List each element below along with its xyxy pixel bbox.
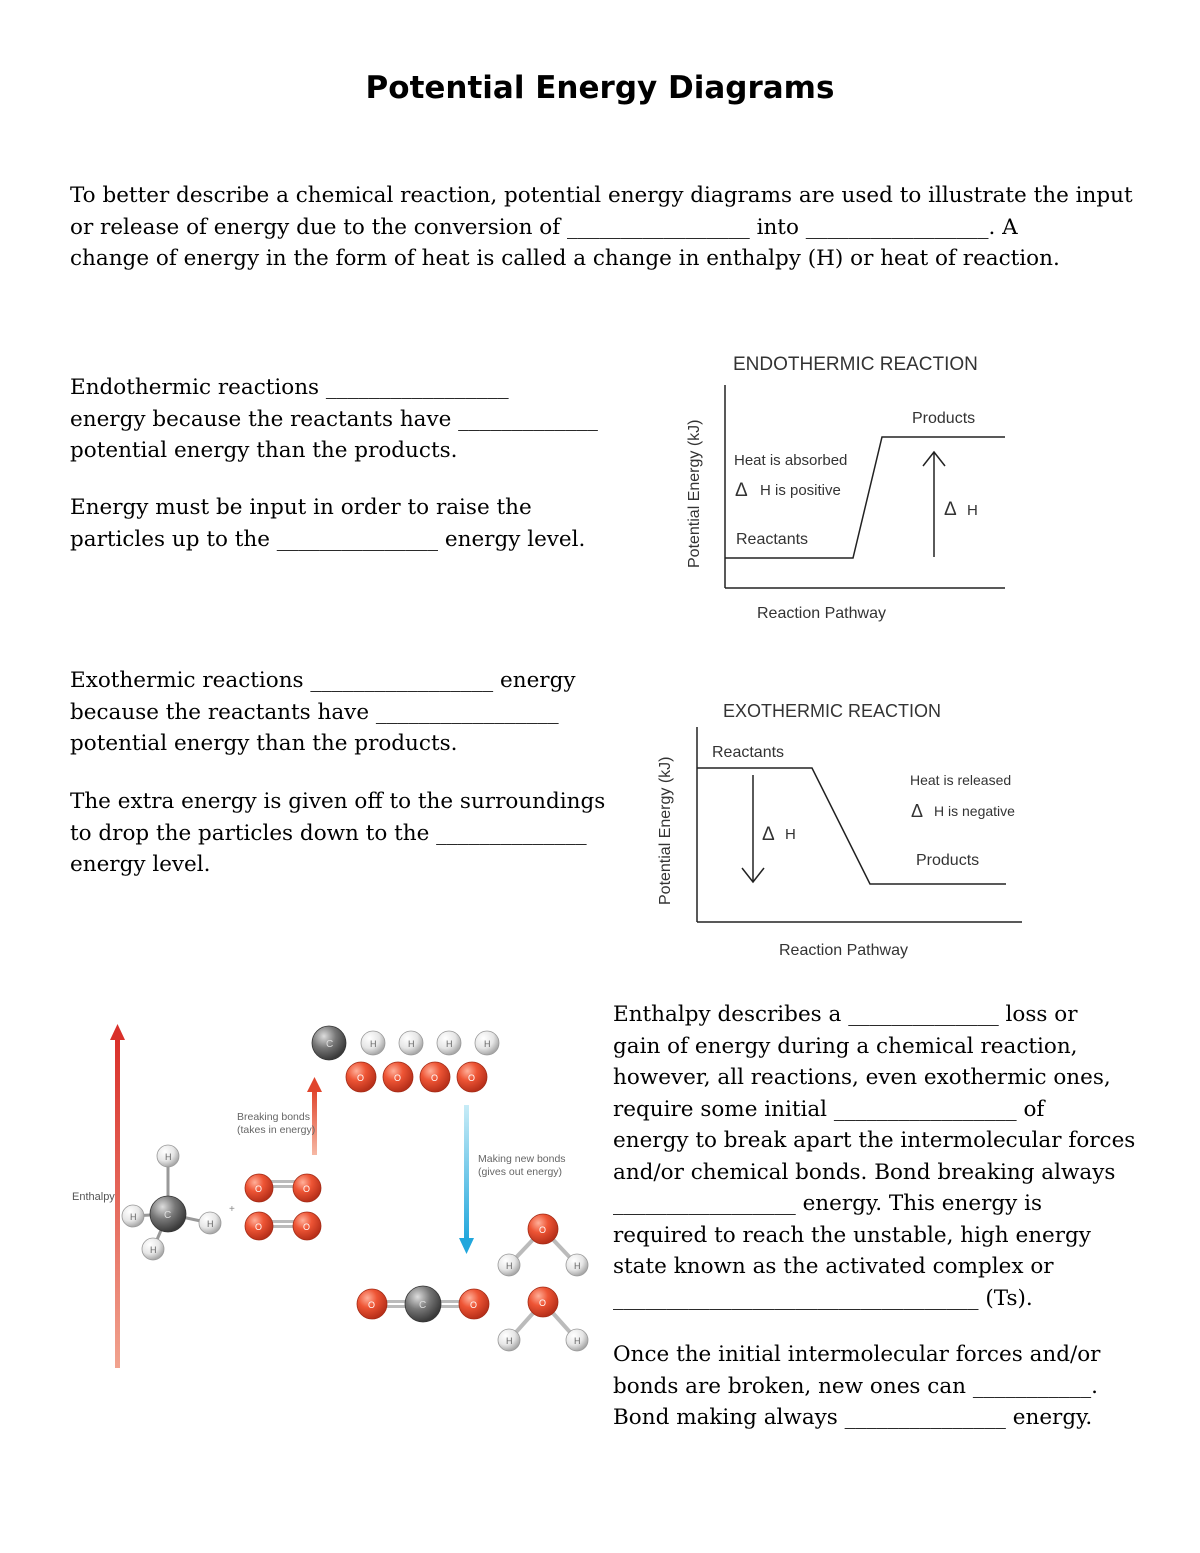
intro-line: or release of energy due to the conversion of _________________ into _________________. A bbox=[70, 214, 1018, 240]
breaking-label: (takes in energy) bbox=[237, 1124, 316, 1136]
delta-icon: Δ bbox=[911, 801, 924, 821]
exo-y-axis-label: Potential Energy (kJ) bbox=[657, 756, 674, 905]
svg-text:C: C bbox=[164, 1210, 172, 1221]
svg-text:O: O bbox=[539, 1298, 547, 1308]
text-line: require some initial _________________ of bbox=[613, 1096, 1045, 1122]
svg-text:H: H bbox=[130, 1212, 137, 1222]
text-line: particles up to the _______________ energy level. bbox=[70, 526, 586, 552]
svg-text:O: O bbox=[303, 1184, 311, 1194]
exo-heat-note: Heat is released bbox=[910, 772, 1012, 788]
delta-icon: Δ bbox=[735, 480, 748, 501]
exo-reactants-label: Reactants bbox=[712, 744, 785, 761]
text-line: bonds are broken, new ones can ___________. bbox=[613, 1373, 1098, 1399]
text-line: Exothermic reactions _________________ energy bbox=[70, 668, 576, 693]
arrow-head-icon bbox=[110, 1024, 125, 1040]
water-molecule bbox=[498, 1214, 588, 1276]
endo-title: ENDOTHERMIC REACTION bbox=[733, 354, 978, 375]
text-line: energy to break apart the intermolecular forces bbox=[613, 1128, 1136, 1153]
oxygen-molecules bbox=[245, 1174, 321, 1240]
enthalpy-axis-label: Enthalpy bbox=[72, 1191, 115, 1203]
text-line: potential energy than the products. bbox=[70, 438, 458, 463]
text-line: Bond making always _______________ energy. bbox=[613, 1405, 1093, 1430]
text-line: energy because the reactants have _____________ bbox=[70, 406, 598, 432]
svg-text:C: C bbox=[419, 1300, 427, 1311]
exo-products-label: Products bbox=[916, 852, 980, 869]
svg-text:H: H bbox=[150, 1245, 157, 1255]
text-line: Energy must be input in order to raise the bbox=[70, 495, 532, 520]
endo-y-axis-label: Potential Energy (kJ) bbox=[686, 419, 703, 568]
text-line: _________________ energy. This energy is bbox=[613, 1191, 1043, 1216]
making-arrow-icon bbox=[464, 1105, 469, 1240]
text-line: because the reactants have _________________ bbox=[70, 699, 559, 725]
making-label: (gives out energy) bbox=[478, 1166, 563, 1178]
svg-text:O: O bbox=[368, 1300, 376, 1310]
text-line: Enthalpy describes a ______________ loss or bbox=[613, 1002, 1078, 1027]
endo-x-axis-label: Reaction Pathway bbox=[757, 605, 886, 622]
svg-text:H: H bbox=[446, 1039, 453, 1049]
arrow-head-icon bbox=[307, 1077, 322, 1092]
methane-molecule bbox=[122, 1145, 221, 1260]
exo-dh-label: H bbox=[785, 826, 796, 843]
separated-atoms bbox=[312, 1026, 499, 1092]
endo-products-label: Products bbox=[912, 410, 976, 427]
svg-text:O: O bbox=[431, 1073, 439, 1083]
text-line: required to reach the unstable, high energy bbox=[613, 1222, 1091, 1248]
text-line: Once the initial intermolecular forces and/or bbox=[613, 1342, 1101, 1367]
svg-text:H: H bbox=[574, 1336, 581, 1346]
svg-text:H: H bbox=[165, 1152, 172, 1162]
svg-text:H: H bbox=[408, 1039, 415, 1049]
svg-text:H: H bbox=[484, 1039, 491, 1049]
endo-reactants-label: Reactants bbox=[736, 531, 809, 548]
endo-dh-note: H is positive bbox=[760, 482, 841, 499]
enthalpy-arrow-icon bbox=[115, 1038, 120, 1368]
svg-text:H: H bbox=[574, 1261, 581, 1271]
svg-text:C: C bbox=[326, 1039, 334, 1050]
svg-text:O: O bbox=[539, 1225, 547, 1235]
text-line: state known as the activated complex or bbox=[613, 1254, 1054, 1279]
making-label: Making new bonds bbox=[478, 1153, 566, 1165]
intro-line: To better describe a chemical reaction, potential energy diagrams are used to illustrate the input bbox=[70, 183, 1133, 208]
page-title: Potential Energy Diagrams bbox=[365, 70, 835, 106]
exo-dh-note: H is negative bbox=[934, 803, 1015, 819]
text-line: however, all reactions, even exothermic ones, bbox=[613, 1065, 1111, 1090]
svg-text:O: O bbox=[255, 1184, 263, 1194]
breaking-arrow-icon bbox=[312, 1090, 317, 1155]
text-line: __________________________________ (Ts). bbox=[613, 1285, 1033, 1311]
svg-text:O: O bbox=[468, 1073, 476, 1083]
svg-text:O: O bbox=[255, 1222, 263, 1232]
svg-text:O: O bbox=[470, 1300, 478, 1310]
breaking-label: Breaking bonds bbox=[237, 1111, 310, 1123]
text-line: The extra energy is given off to the surroundings bbox=[70, 789, 606, 814]
text-line: and/or chemical bonds. Bond breaking always bbox=[613, 1159, 1116, 1185]
svg-text:O: O bbox=[303, 1222, 311, 1232]
svg-text:H: H bbox=[370, 1039, 377, 1049]
text-line: to drop the particles down to the ______________ bbox=[70, 820, 587, 846]
svg-text:O: O bbox=[394, 1073, 402, 1083]
text-line: energy level. bbox=[70, 852, 211, 877]
delta-icon: Δ bbox=[944, 499, 957, 520]
svg-text:O: O bbox=[357, 1073, 365, 1083]
endo-heat-note: Heat is absorbed bbox=[734, 452, 848, 469]
text-line: gain of energy during a chemical reaction, bbox=[613, 1033, 1078, 1059]
water-molecule bbox=[498, 1287, 588, 1351]
intro-line: change of energy in the form of heat is called a change in enthalpy (H) or heat of reaction. bbox=[70, 246, 1060, 271]
plus-sign: + bbox=[229, 1204, 235, 1215]
svg-text:H: H bbox=[506, 1261, 513, 1271]
svg-text:H: H bbox=[506, 1336, 513, 1346]
text-line: potential energy than the products. bbox=[70, 731, 458, 756]
endo-dh-label: H bbox=[967, 502, 978, 519]
arrow-head-icon bbox=[459, 1238, 474, 1254]
carbon-dioxide-molecule bbox=[357, 1286, 489, 1322]
delta-icon: Δ bbox=[762, 824, 775, 845]
text-line: Endothermic reactions _________________ bbox=[70, 375, 509, 400]
svg-text:H: H bbox=[207, 1219, 214, 1229]
exo-x-axis-label: Reaction Pathway bbox=[779, 942, 908, 959]
exo-title: EXOTHERMIC REACTION bbox=[723, 701, 942, 721]
